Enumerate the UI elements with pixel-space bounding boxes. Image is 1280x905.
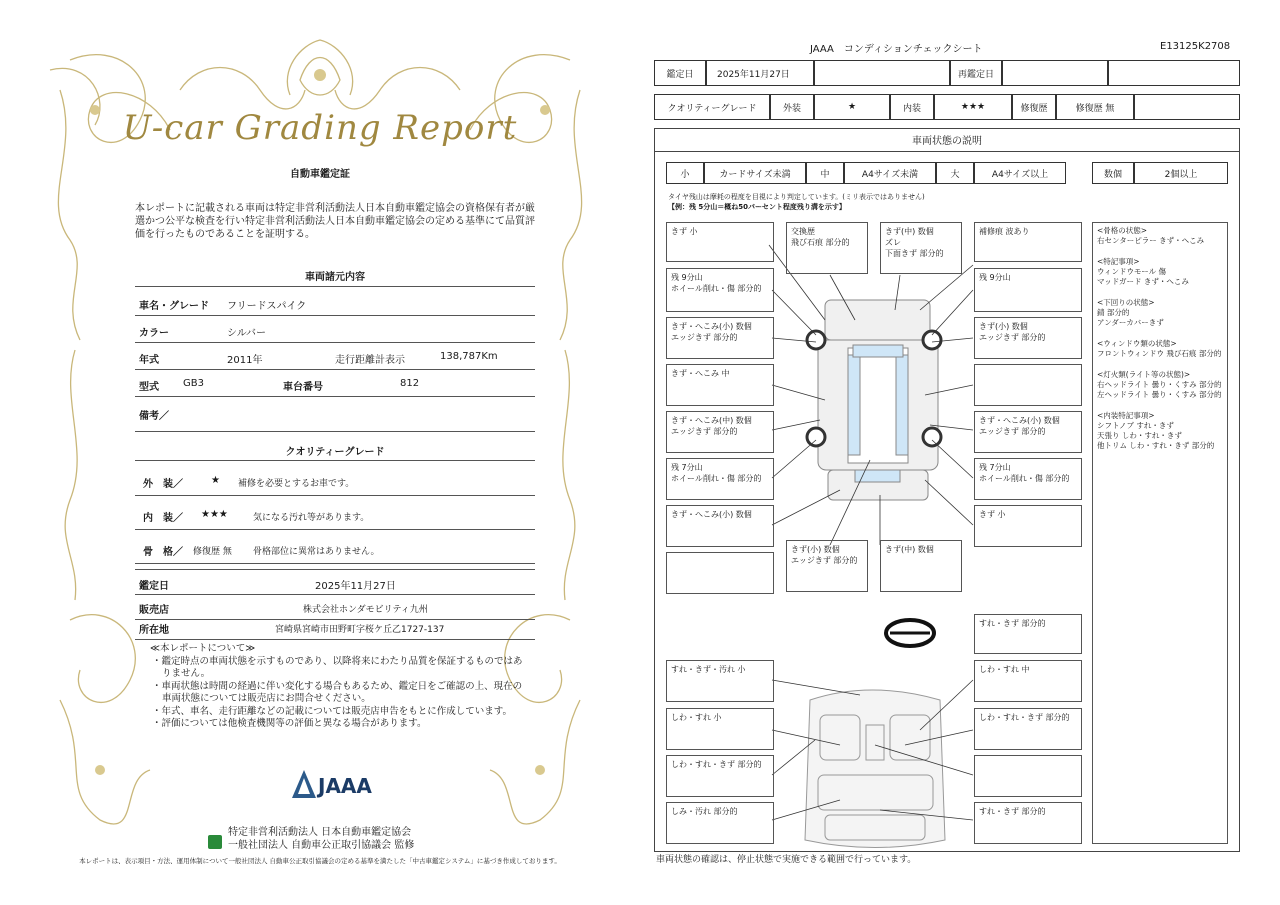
count-label: 数個 xyxy=(1092,162,1134,184)
ext-box: 残 9分山 xyxy=(974,268,1082,312)
int-box: すれ・きず 部分的 xyxy=(974,802,1082,844)
ext-box: きず 小 xyxy=(666,222,774,262)
row-year xyxy=(135,344,535,370)
note-line: 右センターピラー きず・へこみ xyxy=(1097,236,1205,245)
date-value-cell: 2025年11月27日 xyxy=(706,60,814,86)
size-value: カードサイズ未満 xyxy=(704,162,806,184)
date-label-cell: 鑑定日 xyxy=(654,60,706,86)
wheel-front-right xyxy=(923,331,941,349)
row-address xyxy=(135,614,535,640)
tire-note: タイヤ残山は摩耗の程度を目視により判定しています。(ミリ表示ではありません) xyxy=(668,193,925,201)
address-value: 宮崎県宮崎市田野町字桜ケ丘乙1727-137 xyxy=(275,625,445,635)
ext-box: きず(小) 数個 エッジきず 部分的 xyxy=(786,540,868,592)
car-front-hood xyxy=(825,300,930,340)
intro-text: 本レポートに記載される車両は特定非営利活動法人日本自動車鑑定協会の資格保有者が厳選かつ公平な検査を行い特定非営利活動法人日本自動車鑑定協会の定める基準にて品質評価を行ったものであることを証明する。 xyxy=(135,203,535,240)
ext-box: きず・へこみ 中 xyxy=(666,364,774,406)
console xyxy=(866,725,884,760)
note-line: アンダーカバーきず xyxy=(1097,318,1164,327)
row-date xyxy=(135,569,535,595)
ext-box xyxy=(666,552,774,594)
date-label: 鑑定日 xyxy=(139,581,169,592)
note-line: 右ヘッドライト 曇り・くすみ 部分的 xyxy=(1097,380,1222,389)
ext-box: 残 7分山 ホイール削れ・傷 部分的 xyxy=(974,458,1082,500)
row-remarks xyxy=(135,400,535,432)
wheel-rear-left xyxy=(807,428,825,446)
jaaa-logo-icon xyxy=(292,770,316,800)
note-heading: <特記事項> xyxy=(1097,257,1140,266)
remarks-label: 備考／ xyxy=(139,411,169,422)
window-left xyxy=(848,355,860,455)
mileage-label: 走行距離計表示 xyxy=(335,355,405,366)
year-label: 年式 xyxy=(139,355,159,366)
condition-sheet xyxy=(640,0,1280,905)
int-box xyxy=(974,755,1082,797)
jaaa-logo xyxy=(292,770,382,802)
ext-box: きず(中) 数個 xyxy=(880,540,962,592)
color-value: シルバー xyxy=(227,328,267,339)
interior-label: 内 装／ xyxy=(143,513,183,524)
report-title: U-car Grading Report xyxy=(122,108,518,148)
fair-trade-icon xyxy=(208,835,222,849)
size-key: 小 xyxy=(666,162,704,184)
windshield xyxy=(853,345,903,357)
seat-front-left xyxy=(820,715,860,760)
int-box: しわ・すれ 小 xyxy=(666,708,774,750)
size-key: 中 xyxy=(806,162,844,184)
row-exterior xyxy=(135,468,535,496)
ext-box: 補修痕 波あり xyxy=(974,222,1082,262)
ext-box: 残 7分山 ホイール削れ・傷 部分的 xyxy=(666,458,774,500)
wheel-front-left xyxy=(807,331,825,349)
logo-text: JAAA xyxy=(318,774,372,798)
note-line: 天張り しわ・すれ・きず xyxy=(1097,431,1182,440)
report-subtitle: 自動車鑑定証 xyxy=(290,169,350,180)
org-line-1: 特定非営利活動法人 日本自動車鑑定協会 xyxy=(228,827,412,838)
ext-box: きず・へこみ(中) 数個 エッジきず 部分的 xyxy=(666,411,774,453)
seat-third xyxy=(825,815,925,840)
name-label: 車名・グレード xyxy=(139,301,209,312)
chassis-value: 812 xyxy=(400,378,420,389)
seat-rear xyxy=(818,775,933,810)
note-item: ・年式、車名、走行距離などの記載については販売店申告をもとに作成しています。 xyxy=(152,705,513,717)
note-line: シフトノブ すれ・きず xyxy=(1097,421,1174,430)
row-color xyxy=(135,317,535,343)
ext-box: きず 小 xyxy=(974,505,1082,547)
int-label-cell: 内装 xyxy=(890,94,934,120)
row-model xyxy=(135,371,535,397)
note-heading: <下回りの状態> xyxy=(1097,298,1155,307)
notes-title: ≪本レポートについて≫ xyxy=(150,643,256,654)
frame-label: 骨 格／ xyxy=(143,547,183,558)
ext-value-cell: ★ xyxy=(814,94,890,120)
count-value: 2個以上 xyxy=(1134,162,1228,184)
note-item: ・車両状態は時間の経過に伴い変化する場合もあるため、鑑定日をご確認の上、現在の車両状態については販売店にお問合せください。 xyxy=(152,680,523,704)
date-value: 2025年11月27日 xyxy=(315,581,396,592)
ext-box: きず・へこみ(小) 数個 エッジきず 部分的 xyxy=(666,317,774,359)
note-item: ・鑑定時点の車両状態を示すものであり、以降将来にわたり品質を保証するものではありません。 xyxy=(152,655,523,679)
frame-value: 修復歴 無 xyxy=(193,547,232,557)
ext-box: きず(中) 数個 ズレ 下面きず 部分的 xyxy=(880,222,962,274)
side-notes xyxy=(1092,222,1228,844)
sheet-title: JAAA コンディションチェックシート xyxy=(810,44,983,55)
repair-value-cell: 修復歴 無 xyxy=(1056,94,1134,120)
note-heading: <内装特記事項> xyxy=(1097,411,1155,420)
address-label: 所在地 xyxy=(139,625,169,636)
note-line: ウィンドウモール 傷 xyxy=(1097,267,1166,276)
chassis-label: 車台番号 xyxy=(283,382,323,393)
model-value: GB3 xyxy=(183,378,204,389)
int-box: しわ・すれ・きず 部分的 xyxy=(666,755,774,797)
int-box: しわ・すれ・きず 部分的 xyxy=(974,708,1082,750)
spec-heading: 車両諸元内容 xyxy=(305,272,365,283)
ext-box: 残 9分山 ホイール削れ・傷 部分的 xyxy=(666,268,774,312)
interior-text: 気になる汚れ等があります。 xyxy=(253,513,370,523)
row-interior xyxy=(135,502,535,530)
note-line: 他トリム しわ・すれ・きず 部分的 xyxy=(1097,441,1215,450)
int-box: すれ・きず・汚れ 小 xyxy=(666,660,774,702)
int-box: しみ・汚れ 部分的 xyxy=(666,802,774,844)
ext-box: 交換歴 飛び石痕 部分的 xyxy=(786,222,868,274)
interior-stars: ★★★ xyxy=(201,509,228,520)
ext-box xyxy=(974,364,1082,406)
quality-label-cell: クオリティーグレード xyxy=(654,94,770,120)
report-footer: 本レポートは、表示項目・方法、運用体制について一般社団法人 自動車公正取引協議会の定める基準を満たした「中古車鑑定システム」に基づき作成しております。 xyxy=(79,857,561,865)
mileage-value: 138,787Km xyxy=(440,351,498,362)
redate-label-cell: 再鑑定日 xyxy=(950,60,1002,86)
seat-front-right xyxy=(890,715,930,760)
size-value: A4サイズ未満 xyxy=(844,162,936,184)
note-line: 左ヘッドライト 曇り・くすみ 部分的 xyxy=(1097,390,1222,399)
row-frame xyxy=(135,536,535,564)
color-label: カラー xyxy=(139,328,169,339)
note-item: ・評価については他検査機関等の評価と異なる場合があります。 xyxy=(152,718,427,729)
model-label: 型式 xyxy=(139,382,159,393)
tire-example: 【例：残 5分山＝概ね50パーセント程度残り溝を示す】 xyxy=(668,203,846,211)
dealer-label: 販売店 xyxy=(139,605,169,616)
notes-block xyxy=(150,643,530,731)
repair-label-cell: 修復歴 xyxy=(1012,94,1056,120)
frame-text: 骨格部位に異常はありません。 xyxy=(253,547,380,557)
sheet-id: E13125K2708 xyxy=(1160,41,1231,52)
rear-window xyxy=(855,470,900,482)
ext-box: きず・へこみ(小) 数個 xyxy=(666,505,774,547)
note-heading: <骨格の状態> xyxy=(1097,226,1148,235)
exterior-stars: ★ xyxy=(211,475,220,486)
int-box: しわ・すれ 中 xyxy=(974,660,1082,702)
dealer-value: 株式会社ホンダモビリティ九州 xyxy=(303,605,428,615)
ext-box: きず(小) 数個 エッジきず 部分的 xyxy=(974,317,1082,359)
exterior-text: 補修を必要とするお車です。 xyxy=(238,479,355,489)
size-value: A4サイズ以上 xyxy=(974,162,1066,184)
exterior-label: 外 装／ xyxy=(143,479,183,490)
note-heading: <ウィンドウ類の状態> xyxy=(1097,339,1177,348)
name-value: フリードスパイク xyxy=(227,301,307,312)
ext-label-cell: 外装 xyxy=(770,94,814,120)
description-heading: 車両状態の説明 xyxy=(654,128,1240,152)
note-line: 錆 部分的 xyxy=(1097,308,1130,317)
window-right xyxy=(896,355,908,455)
ext-box: きず・へこみ(小) 数個 エッジきず 部分的 xyxy=(974,411,1082,453)
int-value-cell: ★★★ xyxy=(934,94,1012,120)
org-line-2: 一般社団法人 自動車公正取引協議会 監修 xyxy=(228,840,415,851)
note-line: マッドガード きず・へこみ xyxy=(1097,277,1189,286)
int-box: すれ・きず 部分的 xyxy=(974,614,1082,654)
size-key: 大 xyxy=(936,162,974,184)
note-heading: <灯火類(ライト等の状態)> xyxy=(1097,370,1191,379)
sheet-footer: 車両状態の確認は、停止状態で実施できる範囲で行っています。 xyxy=(656,855,917,865)
note-line: フロントウィンドウ 飛び石痕 部分的 xyxy=(1097,349,1222,358)
quality-heading: クオリティーグレード xyxy=(285,447,385,458)
wheel-rear-right xyxy=(923,428,941,446)
row-name xyxy=(135,290,535,316)
year-value: 2011年 xyxy=(227,355,263,366)
